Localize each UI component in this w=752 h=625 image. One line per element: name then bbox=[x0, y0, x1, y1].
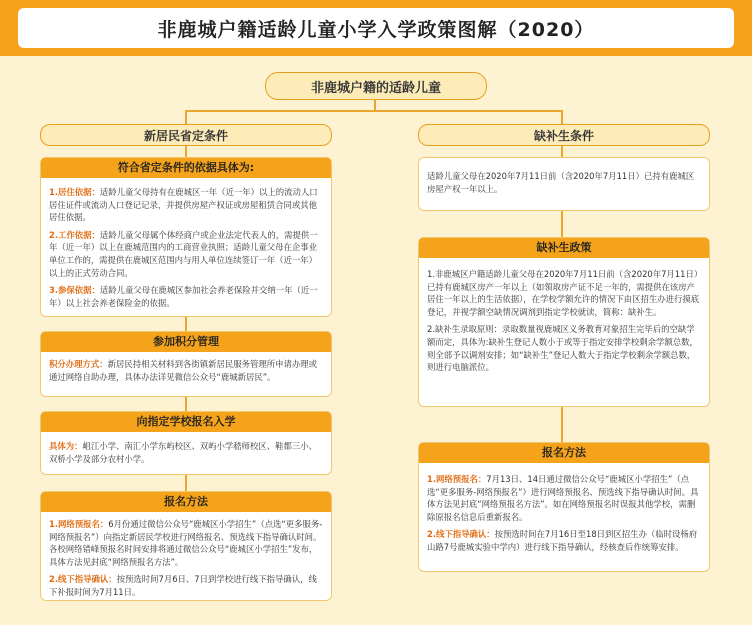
condition-text: 适龄儿童父母在2020年7月11日前（含2020年7月11日）已持有鹿城区房屋产权一年以上。 bbox=[427, 171, 695, 194]
connector bbox=[561, 407, 563, 442]
signup-item: 1.网络预报名：7月13日、14日通过微信公众号“鹿城区小学招生”（点选“更多服务-网络预报名”）进行网络预报名、预选线下指导确认时间。具体方法见封底“网络预报名方法”。如在网络预报名时误报其他学校，需删除原报名信息后重新报名。 bbox=[427, 474, 699, 522]
points-card bbox=[40, 331, 332, 397]
signup-item: 2.线下指导确认：按预选时间7月6日、7日到学校进行线下指导确认，线下补报时间为7月11日。 bbox=[49, 574, 317, 597]
connector bbox=[185, 110, 563, 112]
connector bbox=[561, 110, 563, 124]
policy-card bbox=[418, 237, 710, 407]
left-heading: 新居民省定条件 bbox=[40, 124, 332, 146]
root-node: 非鹿城户籍的适龄儿童 bbox=[265, 72, 487, 100]
connector bbox=[185, 475, 187, 491]
title-bar bbox=[0, 0, 752, 56]
points-text: 积分办理方式：新居民持相关材料到各街镇新居民服务管理所申请办理或通过网络自助办理，具体办法详见微信公众号“鹿城新居民”。 bbox=[49, 359, 317, 382]
connector bbox=[185, 145, 187, 157]
right-signup-card bbox=[418, 442, 710, 572]
basis-item: 1.居住依据：适龄儿童父母持有在鹿城区一年（近一年）以上的流动人口居住证件或流动人口登记记录，并提供房屋产权证或房屋租赁合同或其他居住依据。 bbox=[49, 187, 318, 223]
page-title: 非鹿城户籍适龄儿童小学入学政策图解（2020） bbox=[18, 8, 734, 48]
left-signup-title: 报名方法 bbox=[41, 492, 331, 512]
left-signup-card bbox=[40, 491, 332, 601]
policy-item: 1.非鹿城区户籍适龄儿童父母在2020年7月11日前（含2020年7月11日）已持有鹿城区房产一年以上（如領取房产证不足一年的，需提供在该房产居住一年以上的生活依据），在学校学额允许的情况下由区招生办进行摸底登记，并视学额空缺情况调剂到指定学校就读，简称：缺补生。 bbox=[427, 269, 700, 317]
policy-title: 缺补生政策 bbox=[419, 238, 709, 258]
connector bbox=[185, 110, 187, 124]
basis-title: 符合省定条件的依据具体为: bbox=[41, 158, 331, 178]
connector bbox=[185, 397, 187, 411]
right-signup-title: 报名方法 bbox=[419, 443, 709, 463]
policy-item: 2.缺补生录取原则：录取数量视鹿城区义务教育对象招生完毕后的空缺学额而定，具体为:缺补生登记人数小于或等于指定安排学校剩余学额总数，则全部予以调剂安排；如“缺补生”登记人数大于指定学校剩余学额总数，则进行电脑派位。 bbox=[427, 324, 698, 373]
connector bbox=[185, 317, 187, 331]
connector bbox=[561, 211, 563, 237]
connector bbox=[561, 145, 563, 157]
basis-item: 2.工作依据：适龄儿童父母属个体经商户或企业法定代表人的，需提供一年（近一年）以上在鹿城范围内的工商营业执照；适龄儿童父母在企事业单位工作的，需提供在鹿城区范围内与用人单位连续签订一年（近一年）以上的正式劳动合同。 bbox=[49, 229, 318, 278]
points-title: 参加积分管理 bbox=[41, 332, 331, 352]
signup-item: 1.网络预报名：6月份通过微信公众号“鹿城区小学招生”（点选“更多服务-网络预报名”）向指定新居民学校进行网络报名、预选线下指导确认时间。各校网络错峰预报名时间安排将通过微信公众号“鹿城区小学招生”发布，具体方法见封底“网络预报名方法”。 bbox=[49, 519, 323, 567]
basis-item: 3.参保依据：适龄儿童父母在鹿城区参加社会养老保险并交纳一年（近一年）以上社会养老保险金的依据。 bbox=[49, 285, 318, 308]
condition-card bbox=[418, 157, 710, 211]
signup-item: 2.线下指导确认：按预选时间在7月16日至18日到区招生办（临时设杨府山路7号鹿城实验中学内）进行线下指导确认，经核查后作统筹安排。 bbox=[427, 529, 698, 552]
assign-title: 向指定学校报名入学 bbox=[41, 412, 331, 432]
basis-card bbox=[40, 157, 332, 317]
right-heading: 缺补生条件 bbox=[418, 124, 710, 146]
assign-card bbox=[40, 411, 332, 475]
assign-text: 具体为：岨江小学、南汇小学东屿校区、双屿小学嵇师校区、鞋都三小、双桥小学及部分农村小学。 bbox=[49, 441, 317, 464]
